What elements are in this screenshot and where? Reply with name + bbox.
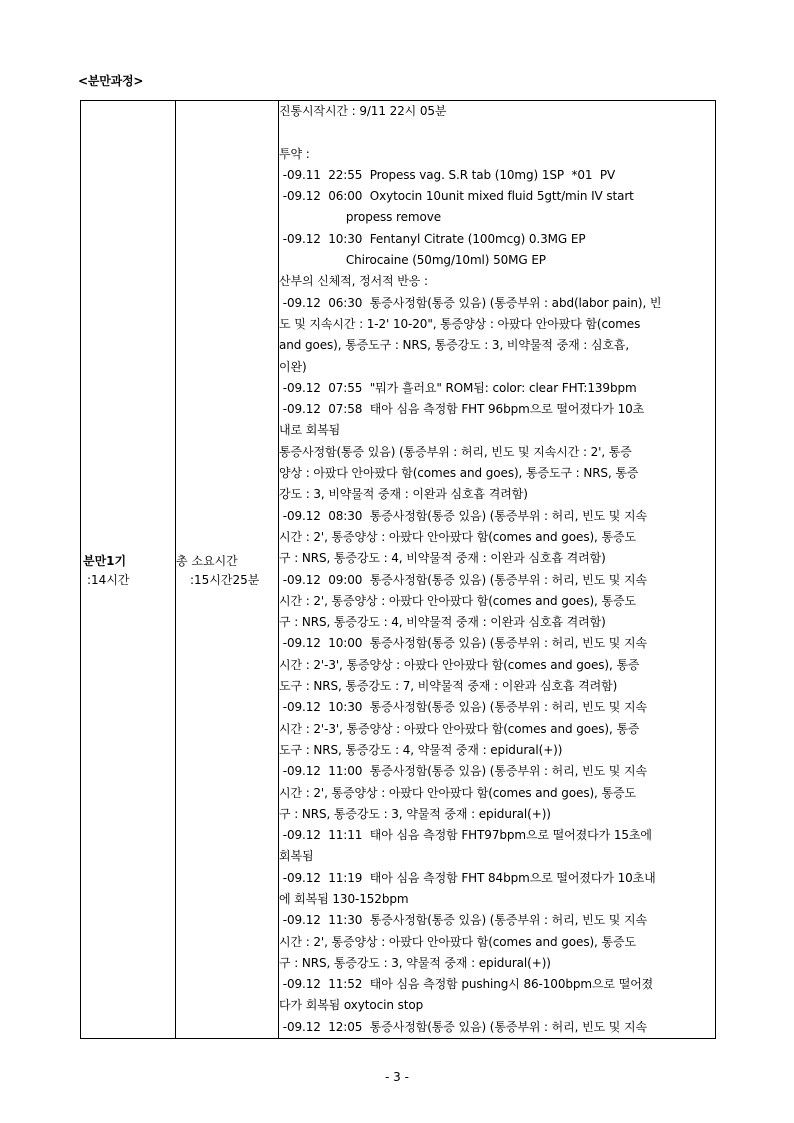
content-line: -09.12 11:11 태아 심음 측정함 FHT97bpm으로 떨어졌다가 15초에 — [279, 828, 652, 843]
stage-name: 분만1기 — [83, 553, 127, 568]
content-line: 투약 : — [279, 146, 310, 161]
section-title: <분만과정> — [78, 74, 144, 88]
content-line — [279, 122, 715, 143]
table-row — [81, 101, 716, 1039]
content-line: -09.12 11:00 통증사정함(통증 있음) (통증부위 : 허리, 빈도 및 지속 — [279, 764, 647, 779]
content-line: 구 : NRS, 통증강도 : 4, 비약물적 중재 : 이완과 심호흡 격려함) — [279, 615, 606, 630]
content-line: and goes), 통증도구 : NRS, 통증강도 : 3, 비약물적 중재 : 심호흡, — [279, 338, 630, 353]
page-number: - 3 - — [385, 1070, 409, 1084]
stage-cell — [81, 101, 176, 1039]
content-line: 시간 : 2', 통증양상 : 아팠다 안아팠다 함(comes and goes), 통증도 — [279, 785, 636, 800]
total-time-cell — [176, 101, 279, 1039]
content-text — [279, 101, 715, 1038]
content-line: 다가 회복됨 oxytocin stop — [279, 998, 424, 1013]
content-line: 에 회복됨 130-152bpm — [279, 891, 409, 906]
content-line: Chirocaine (50mg/10ml) 50MG EP — [279, 253, 546, 268]
total-time-label: 총 소요시간 — [176, 553, 238, 568]
content-line: 구 : NRS, 통증강도 : 3, 약물적 중재 : epidural(+)) — [279, 806, 551, 821]
content-line: 강도 : 3, 비약물적 중재 : 이완과 심호흡 격려함) — [279, 487, 528, 502]
content-line: 도구 : NRS, 통증강도 : 7, 비약물적 중재 : 이완과 심호흡 격려함) — [279, 679, 618, 694]
content-line: -09.12 10:30 통증사정함(통증 있음) (통증부위 : 허리, 빈도 및 지속 — [279, 700, 647, 715]
content-line: 시간 : 2'-3', 통증양상 : 아팠다 안아팠다 함(comes and goes), 통증 — [279, 657, 640, 672]
content-line: 시간 : 2', 통증양상 : 아팠다 안아팠다 함(comes and goes), 통증도 — [279, 529, 636, 544]
content-line: 시간 : 2', 통증양상 : 아팠다 안아팠다 함(comes and goes), 통증도 — [279, 593, 636, 608]
content-line: -09.12 07:55 "뭐가 흘러요" ROM됨: color: clear FHT:139bpm — [279, 380, 637, 395]
content-line: 양상 : 아팠다 안아팠다 함(comes and goes), 통증도구 : NRS, 통증 — [279, 466, 639, 481]
content-line: -09.12 12:05 통증사정함(통증 있음) (통증부위 : 허리, 빈도 및 지속 — [279, 1019, 647, 1034]
content-cell — [279, 101, 716, 1039]
content-line: -09.12 11:52 태아 심음 측정함 pushing시 86-100bpm으로 떨어졌 — [279, 977, 654, 992]
total-time-value: :15시간25분 — [190, 572, 260, 587]
content-line: 진통시작시간 : 9/11 22시 05분 — [279, 104, 447, 118]
content-line: -09.12 06:30 통증사정함(통증 있음) (통증부위 : abd(labor pain), 빈 — [279, 295, 662, 310]
content-line: 도구 : NRS, 통증강도 : 4, 약물적 중재 : epidural(+)) — [279, 742, 563, 757]
content-line: -09.12 08:30 통증사정함(통증 있음) (통증부위 : 허리, 빈도 및 지속 — [279, 508, 647, 523]
content-line: 이완) — [279, 359, 307, 374]
content-line: -09.12 09:00 통증사정함(통증 있음) (통증부위 : 허리, 빈도 및 지속 — [279, 572, 647, 587]
content-line: 통증사정함(통증 있음) (통증부위 : 허리, 빈도 및 지속시간 : 2', 통증 — [279, 444, 632, 459]
content-line: 시간 : 2'-3', 통증양상 : 아팠다 안아팠다 함(comes and goes), 통증 — [279, 721, 640, 736]
content-line: -09.12 10:30 Fentanyl Citrate (100mcg) 0.3MG EP — [279, 231, 586, 246]
content-line: 시간 : 2', 통증양상 : 아팠다 안아팠다 함(comes and goes), 통증도 — [279, 934, 636, 949]
content-line: 구 : NRS, 통증강도 : 4, 비약물적 중재 : 이완과 심호흡 격려함) — [279, 551, 606, 566]
content-line: -09.12 11:30 통증사정함(통증 있음) (통증부위 : 허리, 빈도 및 지속 — [279, 913, 647, 928]
content-line: -09.12 11:19 태아 심음 측정함 FHT 84bpm으로 떨어졌다가 10초내 — [279, 870, 656, 885]
stage-duration: :14시간 — [87, 572, 130, 587]
content-line: 회복됨 — [279, 849, 314, 864]
labor-process-table — [80, 100, 716, 1039]
content-line: -09.12 06:00 Oxytocin 10unit mixed fluid 5gtt/min IV start — [279, 189, 634, 204]
content-line: 도 및 지속시간 : 1-2' 10-20", 통증양상 : 아팠다 안아팠다 함(comes — [279, 316, 641, 331]
content-line: -09.11 22:55 Propess vag. S.R tab (10mg) 1SP *01 PV — [279, 167, 616, 182]
content-line: 내로 회복됨 — [279, 423, 341, 438]
content-line: 구 : NRS, 통증강도 : 3, 약물적 중재 : epidural(+)) — [279, 955, 551, 970]
content-line: -09.12 10:00 통증사정함(통증 있음) (통증부위 : 허리, 빈도 및 지속 — [279, 636, 647, 651]
content-line: -09.12 07:58 태아 심음 측정함 FHT 96bpm으로 떨어졌다가 10초 — [279, 402, 645, 417]
content-line: 산부의 신체적, 정서적 반응 : — [279, 274, 428, 289]
content-line: propess remove — [279, 210, 441, 225]
